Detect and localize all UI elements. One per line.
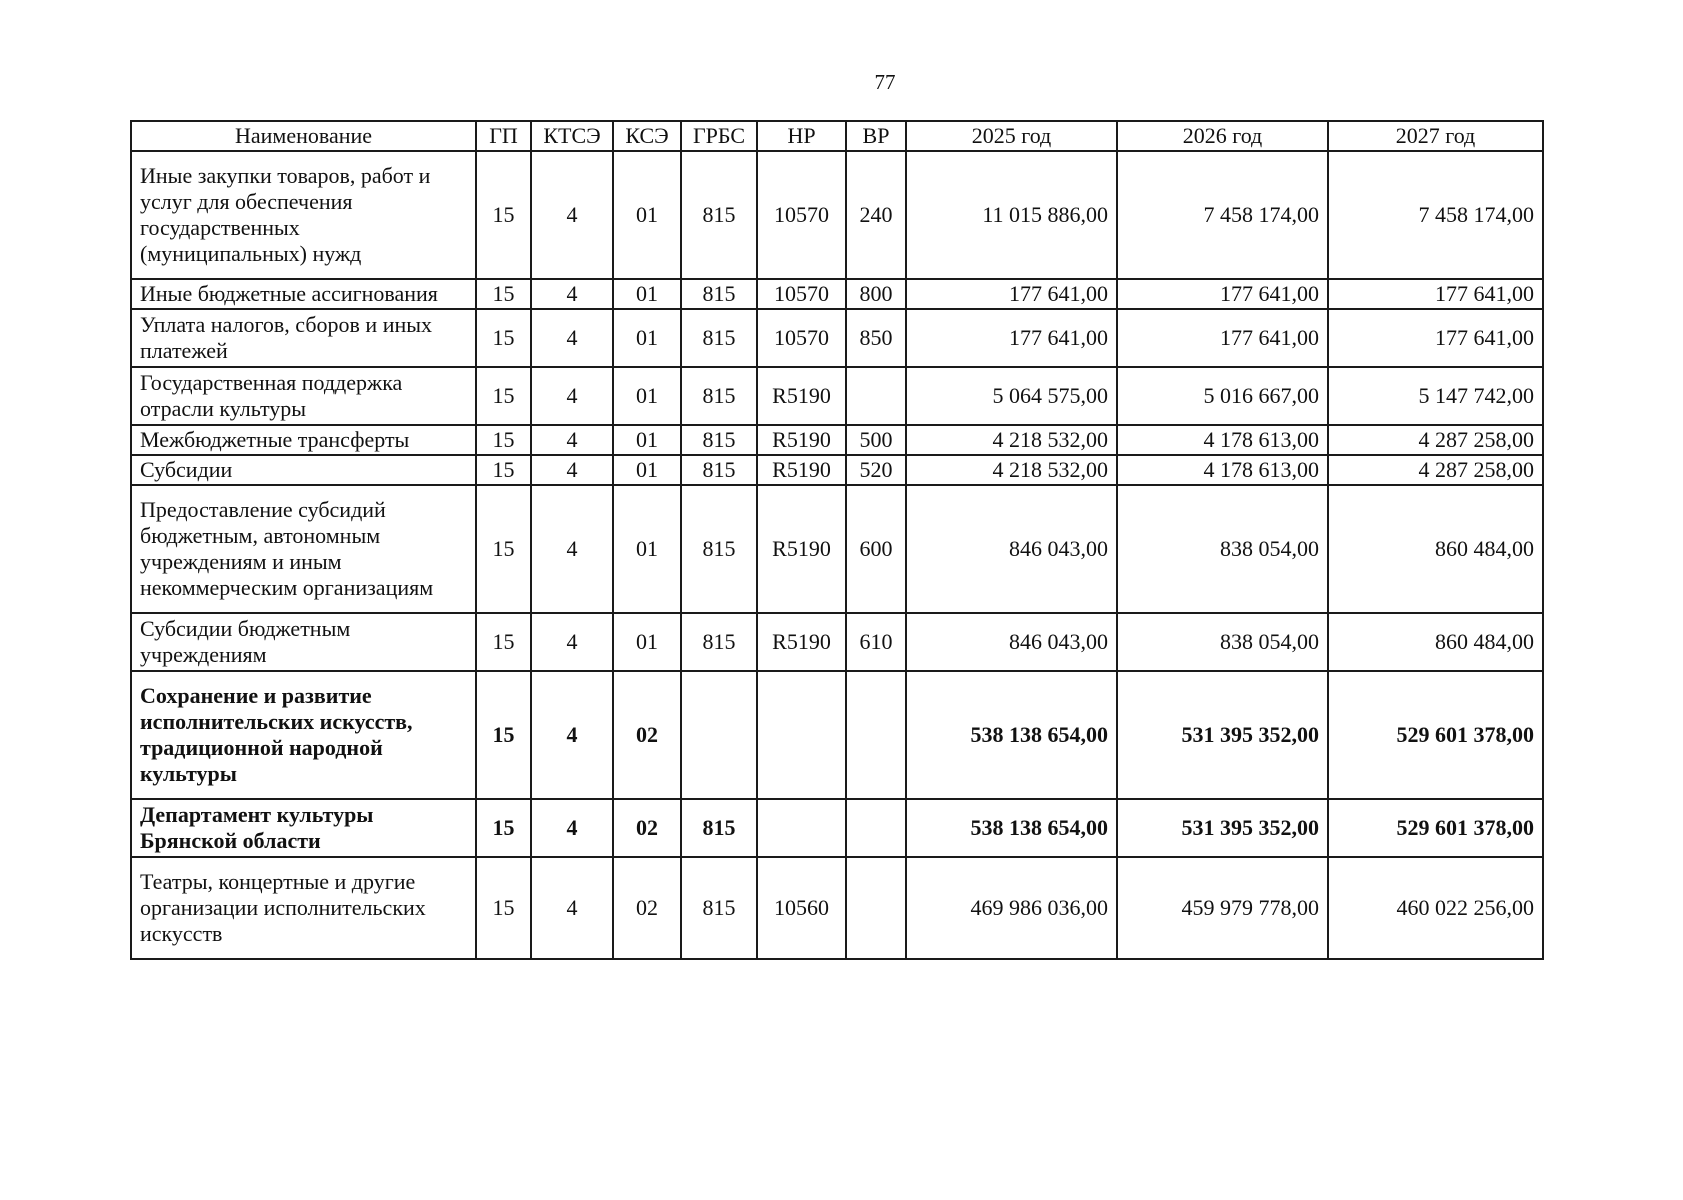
row-2025: 846 043,00 — [906, 613, 1117, 671]
row-grbs: 815 — [681, 455, 757, 485]
row-2026: 177 641,00 — [1117, 279, 1328, 309]
table-row — [131, 425, 1543, 455]
row-ktse: 4 — [531, 455, 613, 485]
row-grbs: 815 — [681, 279, 757, 309]
row-nr — [757, 671, 846, 799]
row-nr: R5190 — [757, 425, 846, 455]
row-gp: 15 — [476, 309, 531, 367]
row-2027: 177 641,00 — [1328, 309, 1543, 367]
row-grbs: 815 — [681, 309, 757, 367]
table-row — [131, 279, 1543, 309]
row-nr: 10570 — [757, 279, 846, 309]
row-vr: 850 — [846, 309, 906, 367]
row-kse: 02 — [613, 799, 681, 857]
row-nr: R5190 — [757, 367, 846, 425]
row-2026: 7 458 174,00 — [1117, 151, 1328, 279]
row-nr: R5190 — [757, 613, 846, 671]
row-name: Предоставление субсидий бюджетным, автономным учреждениям и иным некоммерческим организациям — [131, 485, 476, 613]
row-vr: 500 — [846, 425, 906, 455]
row-gp: 15 — [476, 799, 531, 857]
row-2027: 7 458 174,00 — [1328, 151, 1543, 279]
row-2025: 4 218 532,00 — [906, 425, 1117, 455]
header-2025: 2025 год — [906, 121, 1117, 151]
budget-table — [130, 120, 1544, 960]
row-2027: 5 147 742,00 — [1328, 367, 1543, 425]
row-grbs: 815 — [681, 613, 757, 671]
row-2026: 177 641,00 — [1117, 309, 1328, 367]
row-name: Уплата налогов, сборов и иных платежей — [131, 309, 476, 367]
row-grbs: 815 — [681, 485, 757, 613]
row-nr: R5190 — [757, 455, 846, 485]
row-nr: 10570 — [757, 309, 846, 367]
row-2025: 177 641,00 — [906, 309, 1117, 367]
row-2027: 4 287 258,00 — [1328, 425, 1543, 455]
table-row — [131, 485, 1543, 613]
header-gp: ГП — [476, 121, 531, 151]
page-number: 77 — [874, 70, 896, 94]
table-row — [131, 367, 1543, 425]
row-grbs: 815 — [681, 367, 757, 425]
row-2027: 4 287 258,00 — [1328, 455, 1543, 485]
row-nr: 10560 — [757, 857, 846, 959]
header-kse: КСЭ — [613, 121, 681, 151]
row-name: Межбюджетные трансферты — [131, 425, 476, 455]
row-2026: 531 395 352,00 — [1117, 671, 1328, 799]
row-vr: 800 — [846, 279, 906, 309]
row-kse: 01 — [613, 485, 681, 613]
row-name: Субсидии бюджетным учреждениям — [131, 613, 476, 671]
table-row — [131, 151, 1543, 279]
row-gp: 15 — [476, 671, 531, 799]
row-kse: 02 — [613, 671, 681, 799]
row-2025: 538 138 654,00 — [906, 671, 1117, 799]
row-2026: 4 178 613,00 — [1117, 455, 1328, 485]
row-2027: 529 601 378,00 — [1328, 671, 1543, 799]
row-name: Государственная поддержка отрасли культуры — [131, 367, 476, 425]
row-2027: 460 022 256,00 — [1328, 857, 1543, 959]
header-grbs: ГРБС — [681, 121, 757, 151]
row-2026: 459 979 778,00 — [1117, 857, 1328, 959]
row-grbs: 815 — [681, 425, 757, 455]
row-name: Субсидии — [131, 455, 476, 485]
row-ktse: 4 — [531, 613, 613, 671]
row-gp: 15 — [476, 425, 531, 455]
table-row — [131, 857, 1543, 959]
row-grbs: 815 — [681, 151, 757, 279]
row-ktse: 4 — [531, 485, 613, 613]
row-ktse: 4 — [531, 671, 613, 799]
row-name: Иные закупки товаров, работ и услуг для обеспечения государственных (муниципальных) нужд — [131, 151, 476, 279]
row-2025: 5 064 575,00 — [906, 367, 1117, 425]
row-vr — [846, 671, 906, 799]
table-row — [131, 455, 1543, 485]
row-ktse: 4 — [531, 279, 613, 309]
header-nr: НР — [757, 121, 846, 151]
table-header-row — [131, 121, 1543, 151]
row-gp: 15 — [476, 485, 531, 613]
row-ktse: 4 — [531, 151, 613, 279]
row-vr — [846, 367, 906, 425]
row-ktse: 4 — [531, 309, 613, 367]
row-2025: 177 641,00 — [906, 279, 1117, 309]
row-2027: 860 484,00 — [1328, 485, 1543, 613]
row-kse: 01 — [613, 613, 681, 671]
row-grbs — [681, 671, 757, 799]
row-name: Театры, концертные и другие организации исполнительских искусств — [131, 857, 476, 959]
row-kse: 01 — [613, 425, 681, 455]
header-2027: 2027 год — [1328, 121, 1543, 151]
row-name: Сохранение и развитие исполнительских искусств, традиционной народной культуры — [131, 671, 476, 799]
row-kse: 01 — [613, 151, 681, 279]
row-vr: 610 — [846, 613, 906, 671]
row-2025: 846 043,00 — [906, 485, 1117, 613]
row-vr — [846, 857, 906, 959]
table-row-subtotal — [131, 799, 1543, 857]
row-vr — [846, 799, 906, 857]
row-2027: 177 641,00 — [1328, 279, 1543, 309]
row-2027: 860 484,00 — [1328, 613, 1543, 671]
row-2026: 838 054,00 — [1117, 485, 1328, 613]
header-vr: ВР — [846, 121, 906, 151]
row-2026: 5 016 667,00 — [1117, 367, 1328, 425]
table-row — [131, 613, 1543, 671]
row-2026: 838 054,00 — [1117, 613, 1328, 671]
table-row-subtotal — [131, 671, 1543, 799]
row-2026: 4 178 613,00 — [1117, 425, 1328, 455]
row-vr: 240 — [846, 151, 906, 279]
row-kse: 02 — [613, 857, 681, 959]
row-2027: 529 601 378,00 — [1328, 799, 1543, 857]
row-nr — [757, 799, 846, 857]
row-2025: 11 015 886,00 — [906, 151, 1117, 279]
header-name: Наименование — [131, 121, 476, 151]
header-2026: 2026 год — [1117, 121, 1328, 151]
row-grbs: 815 — [681, 799, 757, 857]
row-2025: 469 986 036,00 — [906, 857, 1117, 959]
header-ktse: КТСЭ — [531, 121, 613, 151]
row-gp: 15 — [476, 857, 531, 959]
row-kse: 01 — [613, 367, 681, 425]
row-ktse: 4 — [531, 425, 613, 455]
table-row — [131, 309, 1543, 367]
row-name: Иные бюджетные ассигнования — [131, 279, 476, 309]
row-nr: R5190 — [757, 485, 846, 613]
row-nr: 10570 — [757, 151, 846, 279]
row-ktse: 4 — [531, 799, 613, 857]
row-2025: 538 138 654,00 — [906, 799, 1117, 857]
row-vr: 600 — [846, 485, 906, 613]
row-vr: 520 — [846, 455, 906, 485]
row-2026: 531 395 352,00 — [1117, 799, 1328, 857]
row-kse: 01 — [613, 309, 681, 367]
row-gp: 15 — [476, 367, 531, 425]
row-ktse: 4 — [531, 857, 613, 959]
row-kse: 01 — [613, 279, 681, 309]
row-gp: 15 — [476, 613, 531, 671]
row-grbs: 815 — [681, 857, 757, 959]
row-2025: 4 218 532,00 — [906, 455, 1117, 485]
row-kse: 01 — [613, 455, 681, 485]
row-name: Департамент культуры Брянской области — [131, 799, 476, 857]
row-gp: 15 — [476, 455, 531, 485]
row-ktse: 4 — [531, 367, 613, 425]
row-gp: 15 — [476, 151, 531, 279]
row-gp: 15 — [476, 279, 531, 309]
